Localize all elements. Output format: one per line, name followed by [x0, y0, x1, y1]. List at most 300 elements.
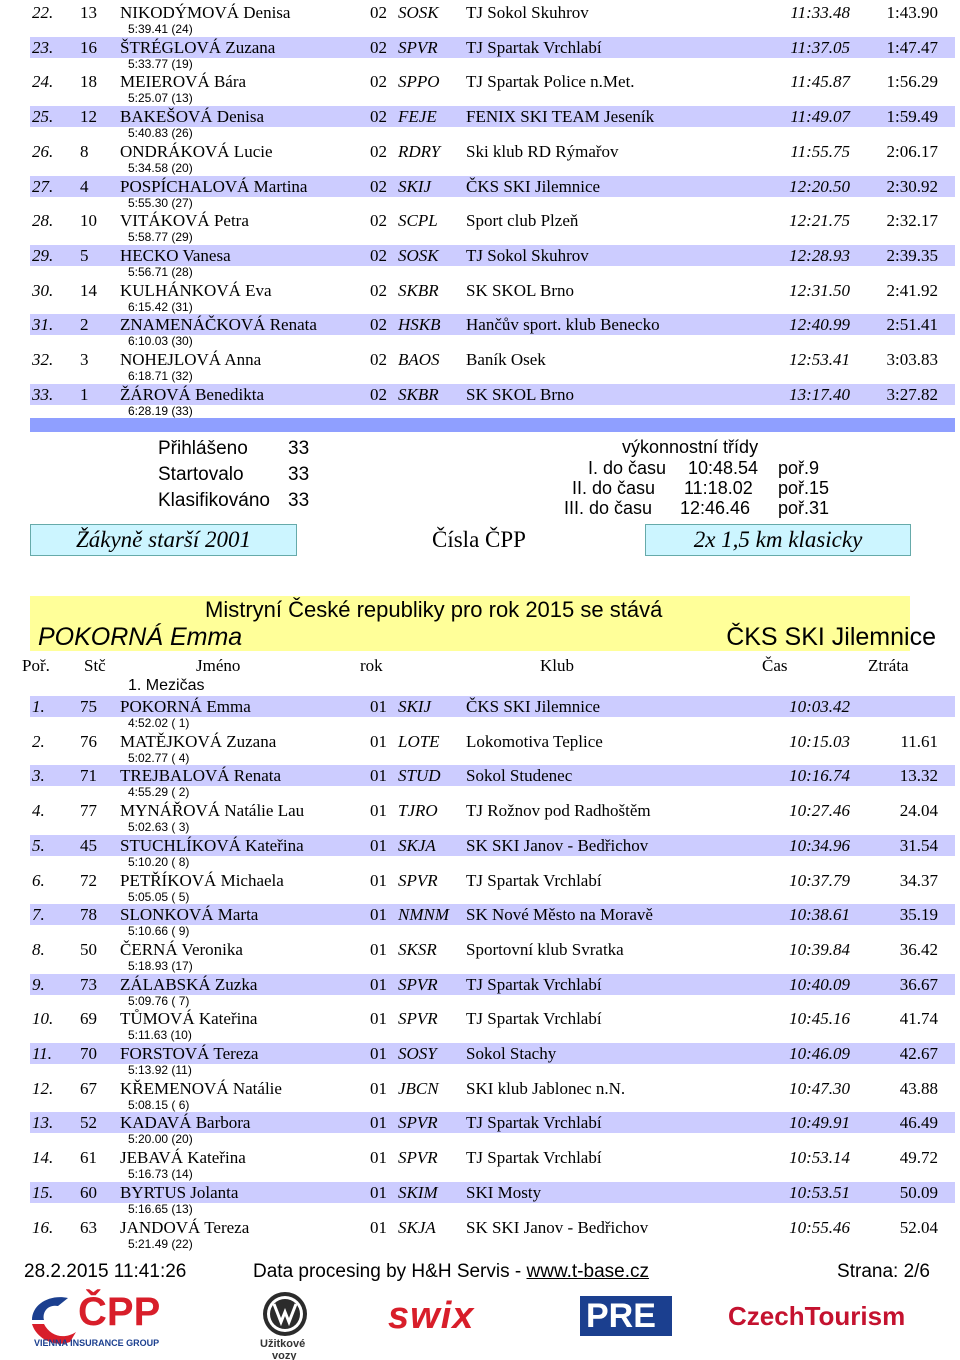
- cell-start-number: 3: [80, 350, 89, 369]
- cell-position: 32.: [32, 350, 54, 369]
- cell-club: TJ Spartak Vrchlabí: [466, 870, 602, 890]
- cell-position: 5.: [32, 835, 45, 855]
- stat-label: Startovalo: [158, 464, 244, 485]
- cell-start-number: 16: [80, 37, 97, 57]
- category-name-box: [30, 524, 297, 556]
- cell-split-time: 5:18.93 (17): [128, 958, 193, 973]
- czechtourism-logo: [728, 1296, 938, 1336]
- cell-start-number: 18: [80, 72, 97, 92]
- cell-position: 27.: [32, 176, 54, 196]
- cell-start-number: 14: [80, 280, 97, 300]
- table-row: [0, 280, 960, 315]
- cell-start-number: 5: [80, 245, 89, 265]
- cell-year: 01: [370, 697, 387, 716]
- cell-name: TREJBALOVÁ Renata: [120, 766, 282, 786]
- table-row: [0, 1078, 960, 1113]
- cell-club: SK SKOL Brno: [466, 384, 574, 404]
- stat-label: Klasifikováno: [158, 490, 270, 511]
- cell-club-code: RDRY: [398, 141, 441, 161]
- cell-name: ONDRÁKOVÁ Lucie: [120, 141, 273, 161]
- cell-year: 02: [370, 37, 387, 57]
- cell-year: 01: [370, 905, 387, 925]
- champion-club: ČKS SKI Jilemnice: [726, 623, 936, 651]
- footer-processing: [253, 1261, 649, 1283]
- cell-year: 02: [370, 350, 387, 369]
- cell-time: 10:53.51: [789, 1182, 850, 1202]
- cell-position: 7.: [32, 905, 45, 925]
- cell-split-time: 6:15.42 (31): [128, 299, 193, 314]
- cell-year: 02: [370, 72, 387, 92]
- cell-time: 11:55.75: [790, 141, 850, 161]
- cell-club-code: SKIJ: [398, 176, 432, 196]
- cell-split-time: 5:21.49 (22): [128, 1236, 193, 1251]
- cell-year: 01: [370, 1078, 387, 1098]
- cell-club: FENIX SKI TEAM Jeseník: [466, 107, 655, 127]
- t-base-link[interactable]: www.t-base.cz: [526, 1261, 649, 1282]
- cell-name: MEIEROVÁ Bára: [120, 72, 247, 92]
- cell-time: 10:45.16: [789, 1009, 850, 1029]
- champion-name: POKORNÁ Emma: [38, 623, 243, 651]
- cell-name: BAKEŠOVÁ Denisa: [120, 107, 265, 127]
- class-label: II. do času: [572, 478, 656, 498]
- table-row: [0, 765, 960, 800]
- cell-name: NOHEJLOVÁ Anna: [120, 350, 262, 369]
- cell-split-time: 5:13.92 (11): [128, 1063, 192, 1077]
- stat-value: 33: [288, 438, 310, 459]
- cell-name: KADAVÁ Barbora: [120, 1113, 251, 1133]
- cell-name: ŽÁROVÁ Benedikta: [120, 384, 265, 404]
- table-row: [0, 1217, 960, 1252]
- cell-start-number: 63: [80, 1217, 97, 1237]
- cell-time: 10:03.42: [789, 697, 850, 716]
- cell-start-number: 67: [80, 1078, 97, 1098]
- cell-club: Sportovní klub Svratka: [466, 939, 624, 959]
- cell-time: 12:31.50: [789, 280, 850, 300]
- cell-split-time: 5:10.20 ( 8): [128, 854, 190, 869]
- cell-split-time: 5:40.83 (26): [128, 126, 193, 141]
- class-rank: poř.31: [778, 498, 830, 518]
- cell-club-code: SKIJ: [398, 697, 432, 716]
- cell-start-number: 76: [80, 731, 97, 751]
- table-row: [0, 1182, 960, 1217]
- cpp-logo-subtitle: VIENNA INSURANCE GROUP: [34, 1338, 160, 1348]
- cell-year: 02: [370, 141, 387, 161]
- cell-start-number: 12: [80, 107, 97, 127]
- cell-club: SK SKI Janov - Bedřichov: [466, 1217, 649, 1237]
- cpp-numbers-label: Čísla ČPP: [432, 527, 526, 552]
- cell-split-time: 5:55.30 (27): [128, 195, 193, 210]
- cell-start-number: 13: [80, 3, 97, 22]
- cell-year: 01: [370, 870, 387, 890]
- cell-club-code: SKJA: [398, 1217, 436, 1237]
- table-row: [0, 904, 960, 939]
- cell-loss: 36.67: [899, 974, 938, 994]
- cell-club: Lokomotiva Teplice: [466, 731, 603, 751]
- cell-club: TJ Spartak Vrchlabí: [466, 37, 602, 57]
- cell-loss: 2:32.17: [886, 211, 938, 231]
- swix-logo: [388, 1296, 508, 1336]
- cell-name: ZNAMENÁČKOVÁ Renata: [120, 315, 317, 335]
- cell-club-code: SPPO: [398, 72, 440, 92]
- cell-time: 10:53.14: [789, 1148, 850, 1168]
- cell-club-code: SPVR: [398, 1113, 438, 1133]
- cell-time: 10:49.91: [789, 1113, 850, 1133]
- cell-time: 10:38.61: [789, 905, 850, 925]
- cell-loss: 41.74: [899, 1009, 938, 1029]
- cell-time: 11:49.07: [790, 107, 850, 127]
- czechtourism-logo-text: CzechTourism: [728, 1301, 906, 1331]
- cell-position: 6.: [32, 870, 45, 890]
- cell-position: 11.: [32, 1044, 52, 1063]
- table-row: [0, 37, 960, 72]
- cell-club: SKI klub Jablonec n.N.: [466, 1078, 626, 1098]
- discipline-box: [645, 524, 911, 556]
- table-row: [0, 176, 960, 211]
- cell-time: 11:37.05: [790, 37, 850, 57]
- cell-start-number: 69: [80, 1009, 97, 1029]
- cell-time: 11:45.87: [790, 72, 850, 92]
- cell-club: SK Nové Město na Moravě: [466, 905, 653, 925]
- cell-club: Hančův sport. klub Benecko: [466, 315, 660, 335]
- cell-split-time: 6:28.19 (33): [128, 403, 193, 418]
- pre-logo-text: PRE: [586, 1297, 656, 1335]
- cell-name: ČERNÁ Veronika: [120, 939, 243, 959]
- cell-start-number: 61: [80, 1148, 97, 1168]
- cell-position: 16.: [32, 1217, 54, 1237]
- cell-position: 23.: [32, 37, 54, 57]
- cell-position: 10.: [32, 1009, 54, 1029]
- cell-club-code: SPVR: [398, 870, 438, 890]
- table-row: [0, 314, 960, 349]
- cell-name: ŠTRÉGLOVÁ Zuzana: [120, 37, 276, 57]
- cell-time: 10:39.84: [789, 939, 850, 959]
- table-row: [0, 1043, 960, 1078]
- cell-club-code: SKSR: [398, 939, 437, 959]
- class-label: I. do času: [588, 458, 667, 478]
- cell-position: 13.: [32, 1113, 54, 1133]
- cell-start-number: 75: [80, 697, 97, 716]
- cell-start-number: 77: [80, 801, 97, 821]
- cell-name: MYNÁŘOVÁ Natálie Lau: [120, 801, 305, 821]
- cell-club-code: SKIM: [398, 1182, 438, 1202]
- cell-club: Sport club Plzeň: [466, 211, 579, 231]
- cell-club-code: SKBR: [398, 280, 439, 300]
- stat-row-started: [158, 462, 310, 488]
- swix-logo-text: swix: [388, 1295, 475, 1337]
- cell-position: 24.: [32, 72, 54, 92]
- cell-club-code: SOSK: [398, 245, 439, 265]
- cell-split-time: 6:10.03 (30): [128, 334, 193, 349]
- cell-year: 02: [370, 211, 387, 231]
- class-time: 10:48.54: [688, 458, 759, 478]
- cell-club: TJ Sokol Skuhrov: [466, 245, 589, 265]
- cell-year: 01: [370, 1182, 387, 1202]
- cell-club: SK SKOL Brno: [466, 280, 574, 300]
- cell-time: 10:47.30: [789, 1078, 850, 1098]
- cell-loss: 52.04: [899, 1217, 938, 1237]
- cell-year: 02: [370, 280, 387, 300]
- cell-position: 30.: [32, 280, 54, 300]
- cell-time: 10:37.79: [789, 870, 850, 890]
- header-start-number: Stč: [84, 656, 106, 675]
- cell-position: 26.: [32, 141, 54, 161]
- cell-year: 01: [370, 1217, 387, 1237]
- cell-loss: 42.67: [899, 1044, 938, 1063]
- vw-logo-text-2: vozy: [272, 1350, 297, 1360]
- cell-name: FORSTOVÁ Tereza: [120, 1044, 259, 1063]
- cell-time: 13:17.40: [789, 384, 850, 404]
- cell-year: 01: [370, 939, 387, 959]
- cell-start-number: 60: [80, 1182, 97, 1202]
- cell-year: 01: [370, 835, 387, 855]
- table-row: [0, 384, 960, 419]
- table-row: [0, 974, 960, 1009]
- cell-split-time: 5:58.77 (29): [128, 230, 193, 245]
- cell-split-time: 5:11.63 (10): [128, 1028, 192, 1043]
- cell-loss: 3:27.82: [886, 384, 938, 404]
- cell-split-time: 5:02.77 ( 4): [128, 750, 190, 765]
- cell-name: SLONKOVÁ Marta: [120, 905, 259, 925]
- table-row: [0, 141, 960, 176]
- champion-title: Mistryní České republiky pro rok 2015 se stává: [205, 597, 663, 622]
- cell-club-code: SKJA: [398, 835, 436, 855]
- cell-loss: 1:43.90: [886, 3, 938, 22]
- split-label: 1. Mezičas: [128, 677, 205, 694]
- cell-position: 14.: [32, 1148, 54, 1168]
- cell-name: HECKO Vanesa: [120, 245, 231, 265]
- cell-year: 02: [370, 245, 387, 265]
- cell-year: 01: [370, 1009, 387, 1029]
- entry-statistics: [158, 436, 310, 514]
- cell-club: TJ Spartak Vrchlabí: [466, 1113, 602, 1133]
- cell-loss: 50.09: [899, 1182, 938, 1202]
- header-loss: Ztráta: [868, 656, 909, 675]
- cell-club: SK SKI Janov - Bedřichov: [466, 835, 649, 855]
- header-time: Čas: [762, 656, 788, 675]
- cell-start-number: 50: [80, 939, 97, 959]
- cell-name: STUCHLÍKOVÁ Kateřina: [120, 835, 304, 855]
- cell-position: 31.: [32, 315, 54, 335]
- class-time: 12:46.46: [680, 498, 751, 518]
- cell-club: TJ Spartak Vrchlabí: [466, 974, 602, 994]
- cell-club: Sokol Stachy: [466, 1044, 557, 1063]
- class-rank: poř.9: [778, 458, 820, 478]
- table-row: [0, 1112, 960, 1147]
- cell-time: 12:20.50: [789, 176, 850, 196]
- cell-start-number: 2: [80, 315, 89, 335]
- cell-start-number: 70: [80, 1044, 97, 1063]
- cell-name: PETŘÍKOVÁ Michaela: [120, 870, 284, 890]
- header-year: rok: [360, 656, 383, 675]
- header-position: Poř.: [22, 656, 50, 675]
- cell-club: TJ Spartak Vrchlabí: [466, 1009, 602, 1029]
- cell-club-code: BAOS: [398, 350, 440, 369]
- cell-club: ČKS SKI Jilemnice: [466, 176, 601, 196]
- cell-split-time: 5:10.66 ( 9): [128, 924, 190, 939]
- cell-split-time: 5:20.00 (20): [128, 1132, 193, 1147]
- cell-loss: 11.61: [900, 731, 938, 751]
- cell-split-time: 5:33.77 (19): [128, 56, 193, 71]
- footer-page-number: Strana: 2/6: [837, 1261, 930, 1282]
- stat-row-registered: [158, 436, 310, 462]
- cell-club-code: LOTE: [398, 731, 440, 751]
- class-label: III. do času: [564, 498, 653, 518]
- cell-position: 15.: [32, 1182, 54, 1202]
- cell-split-time: 5:09.76 ( 7): [128, 993, 190, 1008]
- cell-split-time: 5:39.41 (24): [128, 22, 193, 36]
- class-time: 11:18.02: [684, 478, 753, 498]
- table-row: [0, 731, 960, 766]
- cell-loss: 31.54: [899, 835, 938, 855]
- cell-club: Sokol Studenec: [466, 766, 573, 786]
- cell-club-code: FEJE: [398, 107, 437, 127]
- cell-loss: 49.72: [899, 1148, 938, 1168]
- table-row: [0, 2, 960, 37]
- table-row: [0, 71, 960, 106]
- cell-position: 29.: [32, 245, 54, 265]
- cell-club: Ski klub RD Rýmařov: [466, 141, 619, 161]
- table-row: [0, 1147, 960, 1182]
- cell-year: 01: [370, 1113, 387, 1133]
- stat-value: 33: [288, 464, 310, 485]
- cell-loss: 36.42: [899, 939, 938, 959]
- cell-position: 28.: [32, 211, 54, 231]
- cell-time: 12:21.75: [789, 211, 850, 231]
- cell-start-number: 45: [80, 835, 97, 855]
- cell-loss: 1:59.49: [886, 107, 938, 127]
- pre-logo: [580, 1296, 672, 1336]
- table-row: [0, 696, 960, 731]
- cell-year: 01: [370, 801, 387, 821]
- cell-name: JANDOVÁ Tereza: [120, 1217, 250, 1237]
- stat-value: 33: [288, 490, 310, 511]
- table-row: [0, 106, 960, 141]
- table-row: [0, 210, 960, 245]
- cell-time: 10:34.96: [789, 835, 850, 855]
- cell-year: 02: [370, 384, 387, 404]
- vw-logo-text: Užitkové: [260, 1338, 306, 1350]
- cell-loss: 13.32: [899, 766, 938, 786]
- cell-split-time: 4:55.29 ( 2): [128, 785, 190, 800]
- cell-split-time: 6:18.71 (32): [128, 369, 193, 383]
- stat-row-classified: [158, 488, 310, 514]
- category-name: Žákyně starší 2001: [75, 527, 252, 552]
- cell-loss: 3:03.83: [886, 350, 938, 369]
- cell-start-number: 10: [80, 211, 97, 231]
- cell-club: ČKS SKI Jilemnice: [466, 697, 601, 716]
- cell-split-time: 5:05.05 ( 5): [128, 889, 190, 904]
- cell-club-code: SPVR: [398, 974, 438, 994]
- cell-start-number: 4: [80, 176, 89, 196]
- cell-time: 12:40.99: [789, 315, 850, 335]
- cell-name: POKORNÁ Emma: [120, 697, 251, 716]
- cell-time: 11:33.48: [790, 3, 850, 22]
- cell-split-time: 5:16.73 (14): [128, 1167, 193, 1182]
- cell-year: 01: [370, 731, 387, 751]
- cell-time: 10:27.46: [789, 801, 850, 821]
- cell-start-number: 1: [80, 384, 89, 404]
- cell-start-number: 71: [80, 766, 97, 786]
- cell-position: 8.: [32, 939, 45, 959]
- cell-club-code: NMNM: [398, 905, 449, 925]
- cell-loss: 1:56.29: [886, 72, 938, 92]
- cell-club: TJ Spartak Police n.Met.: [466, 72, 635, 92]
- cell-year: 02: [370, 176, 387, 196]
- cell-name: TŮMOVÁ Kateřina: [120, 1009, 258, 1029]
- processing-text: Data procesing by H&H Servis -: [253, 1261, 527, 1282]
- cell-split-time: 4:52.02 ( 1): [128, 716, 190, 730]
- table-row: [0, 870, 960, 905]
- cell-loss: 1:47.47: [886, 37, 938, 57]
- table-row: [0, 835, 960, 870]
- cell-year: 02: [370, 107, 387, 127]
- cell-name: BYRTUS Jolanta: [120, 1182, 239, 1202]
- cell-position: 25.: [32, 107, 54, 127]
- vw-logo: [250, 1290, 320, 1360]
- cell-loss: 2:39.35: [886, 245, 938, 265]
- cell-start-number: 8: [80, 141, 89, 161]
- cell-position: 4.: [32, 801, 45, 821]
- cell-club-code: JBCN: [398, 1078, 439, 1098]
- cell-position: 12.: [32, 1078, 54, 1098]
- cell-loss: 43.88: [899, 1078, 938, 1098]
- cell-name: ZÁLABSKÁ Zuzka: [120, 974, 258, 994]
- cell-year: 01: [370, 766, 387, 786]
- table-row: [0, 800, 960, 835]
- cell-start-number: 72: [80, 870, 97, 890]
- class-rank: poř.15: [778, 478, 830, 498]
- cpp-logo: [28, 1290, 208, 1352]
- cell-club: TJ Rožnov pod Radhoštěm: [466, 801, 651, 821]
- cell-club: TJ Sokol Skuhrov: [466, 3, 589, 22]
- cell-time: 12:28.93: [789, 245, 850, 265]
- cell-year: 01: [370, 1148, 387, 1168]
- cell-time: 10:15.03: [789, 731, 850, 751]
- cell-loss: 34.37: [899, 870, 938, 890]
- cell-split-time: 5:08.15 ( 6): [128, 1097, 190, 1112]
- cell-name: JEBAVÁ Kateřina: [120, 1148, 246, 1168]
- performance-classes-title: výkonnostní třídy: [622, 437, 759, 457]
- cell-year: 01: [370, 974, 387, 994]
- cell-split-time: 5:16.65 (13): [128, 1201, 193, 1216]
- cell-start-number: 78: [80, 905, 97, 925]
- cell-name: KULHÁNKOVÁ Eva: [120, 280, 272, 300]
- cell-club-code: SPVR: [398, 1148, 438, 1168]
- cell-club-code: SKBR: [398, 384, 439, 404]
- cell-position: 33.: [32, 384, 54, 404]
- discipline-name: 2x 1,5 km klasicky: [693, 527, 863, 552]
- cell-start-number: 73: [80, 974, 97, 994]
- cell-split-time: 5:02.63 ( 3): [128, 820, 190, 835]
- cell-name: NIKODÝMOVÁ Denisa: [120, 3, 291, 22]
- table-row: [0, 1008, 960, 1043]
- cell-year: 01: [370, 1044, 387, 1063]
- cell-time: 12:53.41: [789, 350, 850, 369]
- cell-club-code: HSKB: [398, 315, 441, 335]
- cell-loss: 2:30.92: [886, 176, 938, 196]
- cell-loss: 35.19: [899, 905, 938, 925]
- section-separator: [30, 418, 955, 432]
- cell-club: SKI Mosty: [466, 1182, 542, 1202]
- header-name: Jméno: [196, 656, 241, 675]
- header-club: Klub: [540, 656, 574, 675]
- cell-club-code: SPVR: [398, 1009, 438, 1029]
- cell-loss: 2:51.41: [886, 315, 938, 335]
- cpp-logo-text: ČPP: [78, 1290, 161, 1334]
- cell-year: 02: [370, 3, 387, 22]
- cell-position: 22.: [32, 3, 54, 22]
- stat-label: Přihlášeno: [158, 438, 248, 459]
